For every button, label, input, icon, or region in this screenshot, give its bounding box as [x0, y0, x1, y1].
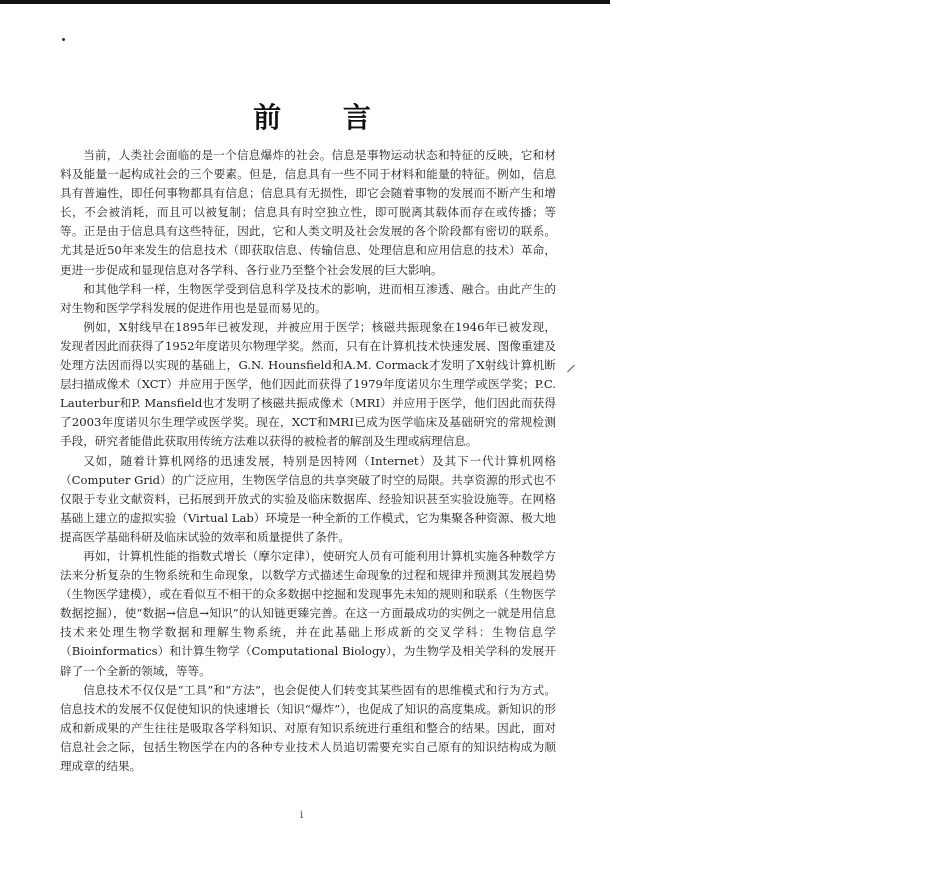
scan-dot-mark [62, 38, 65, 41]
paragraph: 当前，人类社会面临的是一个信息爆炸的社会。信息是事物运动状态和特征的反映，它和材料及能量一起构成社会的三个要素。但是，信息具有一些不同于材料和能量的特征。例如，信息具有普遍性，即任何事物都具有信息；信息具有无损性，即它会随着事物的发展而不断产生和增长，不会被消耗，而且可以被复制；信息具有时空独立性，即可脱离其载体而存在或传播；等等。正是由于信息具有这些特征，因此，它和人类文明及社会发展的各个阶段都有密切的联系。尤其是近50年来发生的信息技术（即获取信息、传输信息、处理信息和应用信息的技术）革命，更进一步促成和显现信息对各学科、各行业乃至整个社会发展的巨大影响。 [60, 148, 556, 277]
page-title: 前 言 [253, 101, 397, 134]
page-number: i [300, 810, 304, 821]
paragraph: 又如，随着计算机网络的迅速发展，特别是因特网（Internet）及其下一代计算机网格（Computer Grid）的广泛应用，生物医学信息的共享突破了时空的局限。共享资源的形式也不仅限于专业文献资料，已拓展到开放式的实验及临床数据库、经验知识甚至实验设施等。在网格基础上建立的虚拟实验（Virtual Lab）环境是一种全新的工作模式，它为集聚各种资源、极大地提高医学基础科研及临床试验的效率和质量提供了条件。 [60, 453, 556, 544]
top-border-rule [0, 0, 610, 4]
paragraph: 例如，X射线早在1895年已被发现，并被应用于医学；核磁共振现象在1946年已被发现，发现者因此而获得了1952年度诺贝尔物理学奖。然而，只有在计算机技术快速发展、图像重建及处理方法因而得以实现的基础上，G.N. Hounsfield和A.M. Cormack才发明了X射线计算机断层扫描成像术（XCT）并应用于医学，他们因此而获得了1979年度诺贝尔生理学或医学奖；P.C. Lauterbur和P. Mansfield也才发明了核磁共振成像术（MRI）并应用于医学，他们因此而获得了2003年度诺贝尔生理学或医学奖。现在，XCT和MRI已成为医学临床及基础研究的常规检测手段，研究者能借此获取用传统方法难以获得的被检者的解剖及生理或病理信息。 [60, 319, 556, 449]
paragraph: 再如，计算机性能的指数式增长（摩尔定律），使研究人员有可能利用计算机实施各种数学方法来分析复杂的生物系统和生命现象，以数学方式描述生命现象的过程和规律并预测其发展趋势（生物医学建模），或在看似互不相干的众多数据中挖掘和发现事先未知的规则和联系（生物医学数据挖掘），使“数据→信息→知识”的认知链更臻完善。在这一方面最成功的实例之一就是用信息技术来处理生物学数据和理解生物系统，并在此基础上形成新的交叉学科：生物信息学（Bioinformatics）和计算生物学（Computational Biology），为生物学及相关学科的发展开辟了一个全新的领域，等等。 [60, 548, 556, 678]
paragraph: 和其他学科一样，生物医学受到信息科学及技术的影响，进而相互渗透、融合。由此产生的对生物和医学学科发展的促进作用也是显而易见的。 [60, 281, 556, 315]
paragraph: 信息技术不仅仅是“工具”和“方法”，也会促使人们转变其某些固有的思维模式和行为方式。信息技术的发展不仅促使知识的快速增长（知识“爆炸”），也促成了知识的高度集成。新知识的形成和新成果的产生往往是吸取各学科知识、对原有知识系统进行重组和整合的结果。因此，面对信息社会之际，包括生物医学在内的各种专业技术人员追切需要充实自己原有的知识结构成为顺理成章的结果。 [60, 682, 556, 773]
preface-body [60, 146, 556, 776]
scan-stray-mark [567, 365, 575, 373]
